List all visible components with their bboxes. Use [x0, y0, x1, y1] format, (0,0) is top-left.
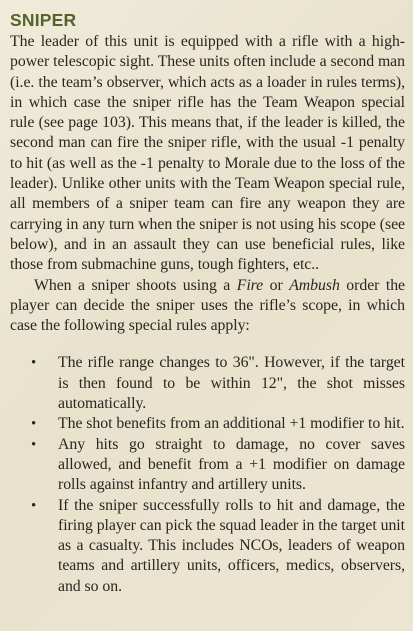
list-item [10, 435, 405, 496]
bullet-text: Any hits go straight to damage, no cover saves allowed, and benefit from a +1 modifier on damage rolls against infantry and artillery units. [58, 435, 405, 494]
bullet-marker: • [31, 416, 37, 433]
intro-paragraph: The leader of this unit is equipped with a rifle with a high-power telescopic sight. These units often include a second man (i.e. the team’s observer, which acts as a loader in rules terms), in which case the sniper rifle has the Team Weapon special rule (see page 103). This means that, if the leader is killed, the second man can fire the sniper rifle, with the usual -1 penalty to hit (as well as the -1 penalty to Morale due to the loss of the leader). Unlike other units with the Team Weapon special rule, all members of a sniper team can fire any weapon they are carrying in any turn when the sniper is not using his scope (see below), and in an assault they can use beneficial rules, like those from submachine guns, tough fighters, etc.. [10, 33, 405, 274]
fire-order-term: Fire [236, 276, 264, 294]
list-item [10, 414, 405, 434]
special-rules-list [10, 353, 405, 597]
bullet-text: The rifle range changes to 36". However, if the target is then found to be within 12", the shot misses automatically. [58, 354, 405, 413]
bullet-marker: • [31, 436, 37, 453]
bullet-text: If the sniper successfully rolls to hit and damage, the firing player can pick the squad leader in the target unit as a casualty. This includes NCOs, leaders of weapon teams and artillery units, officers, medics, observers, and so on. [58, 496, 405, 595]
scope-paragraph-part2: or [263, 276, 290, 294]
ambush-order-term: Ambush [289, 276, 340, 294]
list-item [10, 353, 405, 414]
scope-paragraph [10, 276, 405, 337]
bullet-marker: • [31, 497, 37, 514]
scope-paragraph-part1: When a sniper shoots using a [34, 276, 237, 294]
bullet-marker: • [31, 355, 37, 372]
section-heading: SNIPER [10, 10, 77, 30]
scope-paragraph-part3: order the player can decide the sniper uses the rifle’s scope, in which case the following special rules apply: [10, 276, 406, 335]
bullet-text: The shot benefits from an additional +1 modifier to hit. [58, 415, 405, 433]
list-item [10, 496, 405, 597]
